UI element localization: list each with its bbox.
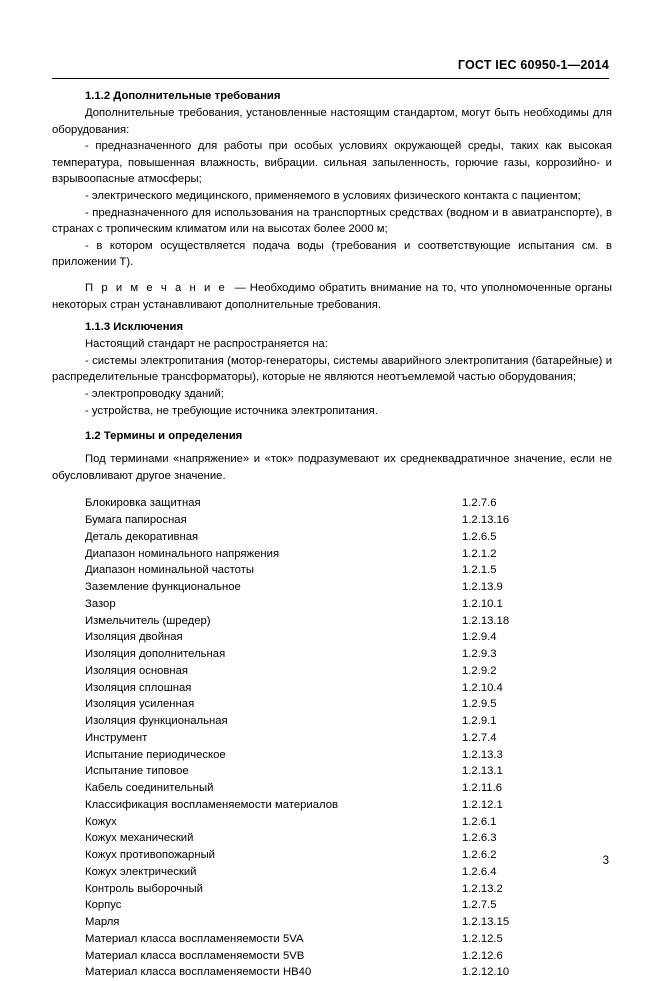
term-reference: 1.2.9.5 xyxy=(462,698,497,711)
term-reference: 1.2.13.18 xyxy=(462,614,510,627)
term-reference: 1.2.7.5 xyxy=(462,899,497,912)
list-item xyxy=(52,747,612,764)
term-reference: 1.2.12.1 xyxy=(462,798,503,811)
term-reference: 1.2.12.10 xyxy=(462,966,510,979)
term-name: Изоляция функциональная xyxy=(85,715,228,728)
paragraph-1-1-2-item-1: - предназначенного для работы при особых условиях окружающей среды, таких как высокая температура, повышенная влажность, вибрации. сильная запыленность, горючие газы, коррозийно- и взрывоопасные атмосферы; xyxy=(52,140,612,186)
list-item xyxy=(52,680,612,697)
paragraph-1-1-2-item-2: - электрического медицинского, применяемого в условиях физического контакта с пациентом; xyxy=(85,189,581,202)
list-item xyxy=(52,763,612,780)
paragraph-1-1-2-intro: Дополнительные требования, установленные настоящим стандартом, могут быть необходимы для оборудования: xyxy=(52,107,612,136)
heading-1-1-3: 1.1.3 Исключения xyxy=(85,321,184,334)
list-item xyxy=(52,579,612,596)
term-reference: 1.2.13.2 xyxy=(462,882,503,895)
term-name: Изоляция дополнительная xyxy=(85,648,226,661)
term-name: Кожух xyxy=(85,815,117,828)
list-item xyxy=(52,713,612,730)
term-reference: 1.2.6.5 xyxy=(462,530,497,543)
page-number: 3 xyxy=(602,855,609,867)
term-name: Изоляция сплошная xyxy=(85,681,192,694)
term-name: Изоляция основная xyxy=(85,664,189,677)
page-header-standard-title: ГОСТ IEC 60950-1—2014 xyxy=(457,58,609,72)
term-name: Зазор xyxy=(85,597,116,610)
list-item xyxy=(52,931,612,948)
paragraph-1-2-intro: Под терминами «напряжение» и «ток» подразумевают их среднеквадратичное значение, если не обусловливают другое значение. xyxy=(52,453,612,482)
term-reference: 1.2.6.1 xyxy=(462,815,497,828)
term-name: Инструмент xyxy=(85,731,148,744)
term-reference: 1.2.13.16 xyxy=(462,514,510,527)
note-dash: — xyxy=(234,281,246,294)
terms-list xyxy=(52,495,612,981)
paragraph-1-1-2-item-3: - предназначенного для использования на транспортных средствах (водном и в авиатранспорте), в странах с тропическим климатом или на высотах более 2000 м; xyxy=(52,206,612,236)
term-name: Изоляция усиленная xyxy=(85,698,195,711)
term-name: Классификация воспламеняемости материалов xyxy=(85,798,338,811)
term-reference: 1.2.13.1 xyxy=(462,765,503,778)
paragraph-1-1-2-item-4: - в котором осуществляется подача воды (требования и соответствующие испытания см. в приложении Т). xyxy=(52,239,612,269)
term-name: Кожух электрический xyxy=(85,865,197,878)
list-item xyxy=(52,830,612,847)
list-item xyxy=(52,864,612,881)
term-name: Материал класса воспламеняемости 5VA xyxy=(85,932,304,945)
term-reference: 1.2.13.3 xyxy=(462,748,503,761)
term-name: Заземление функциональное xyxy=(85,581,241,594)
heading-1-1-2: 1.1.2 Дополнительные требования xyxy=(85,90,281,102)
header-divider xyxy=(52,78,609,79)
document-content xyxy=(52,88,612,981)
term-reference: 1.2.9.3 xyxy=(462,648,497,661)
term-name: Корпус xyxy=(85,899,122,912)
list-item xyxy=(52,948,612,965)
list-item xyxy=(52,881,612,898)
term-name: Изоляция двойная xyxy=(85,631,183,644)
term-name: Блокировка защитная xyxy=(85,497,201,510)
term-name: Материал класса воспламеняемости 5VB xyxy=(85,949,305,962)
list-item xyxy=(52,780,612,797)
list-item xyxy=(52,613,612,630)
term-reference: 1.2.9.2 xyxy=(462,664,497,677)
term-name: Деталь декоративная xyxy=(85,530,199,543)
list-item xyxy=(52,629,612,646)
term-name: Диапазон номинальной частоты xyxy=(85,564,254,577)
list-item xyxy=(52,696,612,713)
term-reference: 1.2.6.2 xyxy=(462,849,497,862)
note-1-1-2 xyxy=(52,280,612,313)
term-name: Бумага папиросная xyxy=(85,514,187,527)
term-reference: 1.2.7.4 xyxy=(462,731,497,744)
list-item xyxy=(52,646,612,663)
term-reference: 1.2.12.5 xyxy=(462,932,503,945)
term-reference: 1.2.10.1 xyxy=(462,597,503,610)
term-name: Кожух противопожарный xyxy=(85,849,215,862)
term-reference: 1.2.10.4 xyxy=(462,681,503,694)
list-item xyxy=(52,814,612,831)
list-item xyxy=(52,897,612,914)
term-reference: 1.2.12.6 xyxy=(462,949,503,962)
section-1-1-3-body xyxy=(52,336,612,419)
list-item xyxy=(52,914,612,931)
list-item xyxy=(52,964,612,981)
paragraph-1-1-3-intro: Настоящий стандарт не распространяется на: xyxy=(85,338,328,351)
term-reference: 1.2.13.9 xyxy=(462,581,503,594)
paragraph-1-1-3-item-3: - устройства, не требующие источника электропитания. xyxy=(85,404,378,417)
list-item xyxy=(52,730,612,747)
list-item xyxy=(52,663,612,680)
list-item xyxy=(52,596,612,613)
term-reference: 1.2.9.4 xyxy=(462,631,497,644)
section-1-1-2-body xyxy=(52,105,612,271)
term-reference: 1.2.6.4 xyxy=(462,865,497,878)
note-label: П р и м е ч а н и е xyxy=(85,281,228,294)
note-text: Необходимо обратить внимание на то, что уполномоченные органы некоторых стран устанавливают дополнительные требования. xyxy=(52,281,613,311)
term-reference: 1.2.13.15 xyxy=(462,916,510,929)
list-item xyxy=(52,847,612,864)
list-item xyxy=(52,797,612,814)
term-name: Измельчитель (шредер) xyxy=(85,614,211,627)
term-name: Марля xyxy=(85,916,120,929)
paragraph-1-1-3-item-2: - электропроводку зданий; xyxy=(85,387,224,400)
term-name: Испытание периодическое xyxy=(85,748,226,761)
term-reference: 1.2.1.2 xyxy=(462,547,497,560)
list-item xyxy=(52,495,612,512)
term-reference: 1.2.1.5 xyxy=(462,564,497,577)
list-item xyxy=(52,512,612,529)
term-name: Диапазон номинального напряжения xyxy=(85,547,280,560)
list-item xyxy=(52,529,612,546)
paragraph-1-1-3-item-1: - системы электропитания (мотор-генераторы, системы аварийного электропитания (батарейные) и распределительные трансформаторы), которые не являются неотъемлемой частью оборудования; xyxy=(52,354,612,384)
term-reference: 1.2.9.1 xyxy=(462,715,497,728)
term-name: Материал класса воспламеняемости HB40 xyxy=(85,966,312,979)
heading-1-2: 1.2 Термины и определения xyxy=(85,430,243,443)
term-name: Кожух механический xyxy=(85,832,194,845)
term-name: Испытание типовое xyxy=(85,765,189,778)
term-reference: 1.2.7.6 xyxy=(462,497,497,510)
term-name: Контроль выборочный xyxy=(85,882,203,895)
term-name: Кабель соединительный xyxy=(85,782,214,795)
list-item xyxy=(52,562,612,579)
term-reference: 1.2.6.3 xyxy=(462,832,497,845)
list-item xyxy=(52,546,612,563)
term-reference: 1.2.11.6 xyxy=(462,782,502,795)
